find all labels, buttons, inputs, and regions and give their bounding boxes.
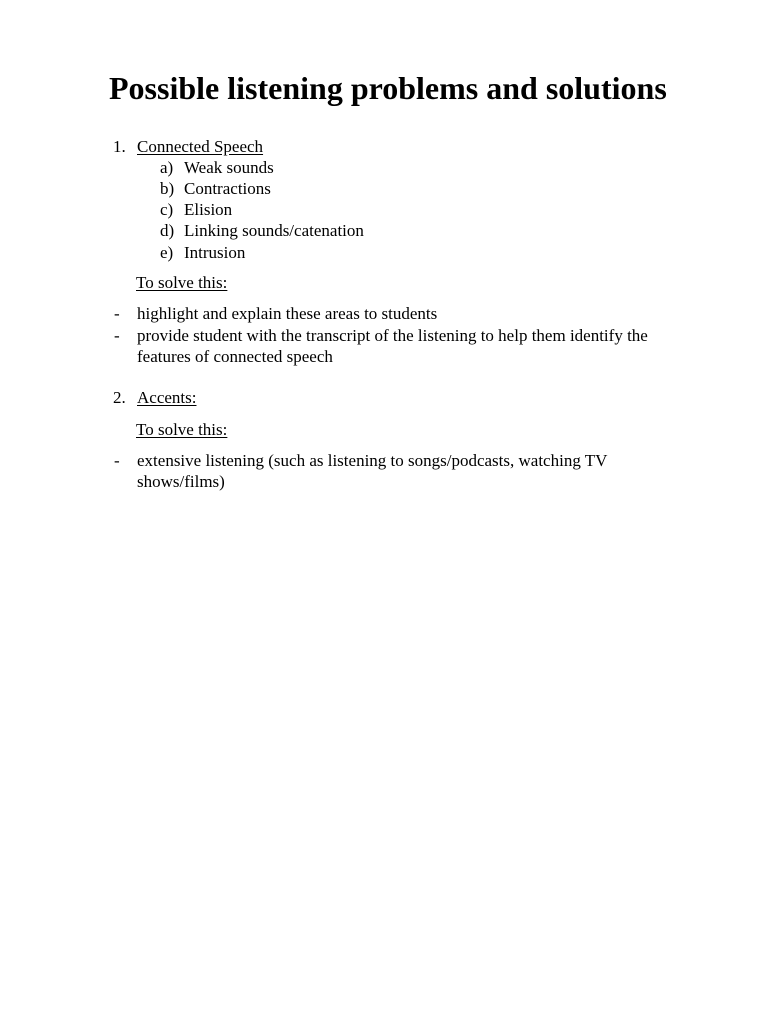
- bullet-text: extensive listening (such as listening to songs/podcasts, watching TV: [137, 451, 608, 470]
- subitem-marker: a): [160, 158, 174, 177]
- solve-label: To solve this:: [136, 273, 228, 292]
- bullet-text: provide student with the transcript of the listening to help them identify the: [137, 326, 648, 345]
- subitem-marker: d): [160, 221, 175, 240]
- bullet-marker: -: [114, 304, 120, 323]
- subitem-text: Contractions: [184, 179, 271, 198]
- subitem-text: Intrusion: [184, 243, 246, 262]
- section-heading: Connected Speech: [137, 137, 264, 156]
- section-number: 1.: [113, 137, 126, 156]
- solve-label: To solve this:: [136, 420, 228, 439]
- section-number: 2.: [113, 388, 126, 407]
- subitem-marker: b): [160, 179, 175, 198]
- section-heading: Accents:: [137, 388, 197, 407]
- subitem-marker: c): [160, 200, 174, 219]
- bullet-text-continuation: shows/films): [137, 472, 225, 491]
- bullet-text-continuation: features of connected speech: [137, 347, 333, 366]
- page-title: Possible listening problems and solutions: [109, 70, 667, 106]
- bullet-text: highlight and explain these areas to students: [137, 304, 438, 323]
- subitem-text: Linking sounds/catenation: [184, 221, 364, 240]
- bullet-marker: -: [114, 451, 120, 470]
- subitem-text: Elision: [184, 200, 233, 219]
- bullet-marker: -: [114, 326, 120, 345]
- subitem-text: Weak sounds: [184, 158, 274, 177]
- subitem-marker: e): [160, 243, 174, 262]
